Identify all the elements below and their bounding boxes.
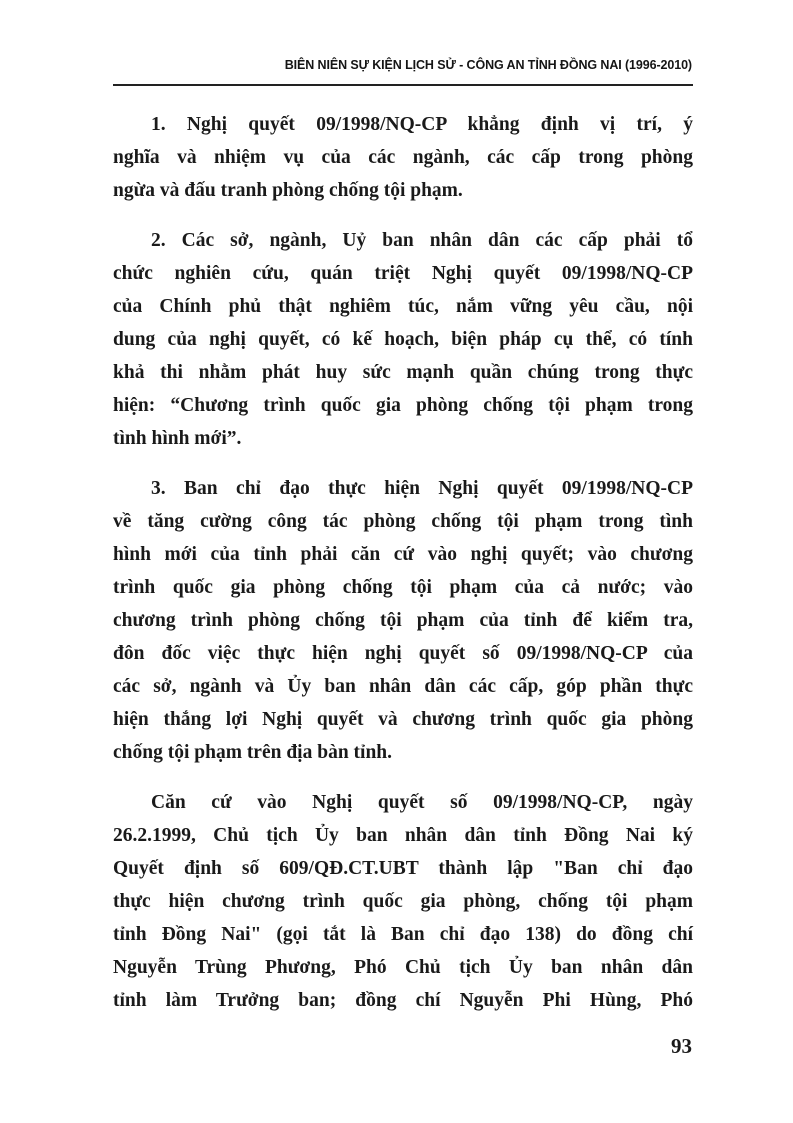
paragraph [113, 108, 693, 207]
text-line: ngừa và đấu tranh phòng chống tội phạm. [113, 180, 463, 201]
text-line: hiện thắng lợi Nghị quyết và chương trình quốc gia phòng [113, 709, 693, 730]
text-line: tỉnh Đồng Nai" (gọi tắt là Ban chỉ đạo 138) do đồng chí [113, 924, 693, 945]
text-line: về tăng cường công tác phòng chống tội phạm trong tình [113, 511, 693, 532]
text-line: đôn đốc việc thực hiện nghị quyết số 09/1998/NQ-CP của [113, 643, 693, 664]
text-line: 26.2.1999, Chủ tịch Ủy ban nhân dân tỉnh Đồng Nai ký [113, 825, 693, 846]
text-line: hình mới của tỉnh phải căn cứ vào nghị quyết; vào chương [113, 544, 693, 565]
text-line: 2. Các sở, ngành, Uỷ ban nhân dân các cấp phải tổ [151, 230, 693, 251]
page-body [113, 108, 693, 1034]
text-line: dung của nghị quyết, có kế hoạch, biện pháp cụ thể, có tính [113, 329, 693, 350]
text-line: chức nghiên cứu, quán triệt Nghị quyết 09/1998/NQ-CP [113, 263, 693, 284]
text-line: 1. Nghị quyết 09/1998/NQ-CP khẳng định vị trí, ý [151, 114, 693, 135]
text-line: các sở, ngành và Ủy ban nhân dân các cấp, góp phần thực [113, 676, 693, 697]
text-line: chống tội phạm trên địa bàn tỉnh. [113, 742, 393, 763]
text-line: Căn cứ vào Nghị quyết số 09/1998/NQ-CP, ngày [151, 792, 693, 813]
header-rule [113, 84, 693, 86]
text-line: chương trình phòng chống tội phạm của tỉnh để kiểm tra, [113, 610, 693, 631]
text-line: 3. Ban chỉ đạo thực hiện Nghị quyết 09/1998/NQ-CP [151, 478, 693, 499]
page-number: 93 [671, 1034, 692, 1058]
paragraph [113, 224, 693, 455]
text-line: nghĩa và nhiệm vụ của các ngành, các cấp trong phòng [113, 147, 693, 168]
text-line: của Chính phủ thật nghiêm túc, nắm vững yêu cầu, nội [113, 296, 693, 317]
text-line: thực hiện chương trình quốc gia phòng, chống tội phạm [113, 891, 693, 912]
paragraph [113, 786, 693, 1017]
paragraph [113, 472, 693, 769]
text-line: tình hình mới”. [113, 428, 242, 449]
text-line: Quyết định số 609/QĐ.CT.UBT thành lập "Ban chỉ đạo [113, 858, 693, 879]
text-line: Nguyễn Trùng Phương, Phó Chủ tịch Ủy ban nhân dân [113, 957, 693, 978]
text-line: tỉnh làm Trưởng ban; đồng chí Nguyễn Phi Hùng, Phó [113, 990, 693, 1011]
text-line: khả thi nhằm phát huy sức mạnh quần chúng trong thực [113, 362, 693, 383]
text-line: trình quốc gia phòng chống tội phạm của cả nước; vào [113, 577, 693, 598]
running-header: BIÊN NIÊN SỰ KIỆN LỊCH SỬ - CÔNG AN TỈNH ĐỒNG NAI (1996-2010) [284, 58, 692, 72]
text-line: hiện: “Chương trình quốc gia phòng chống tội phạm trong [113, 395, 693, 416]
